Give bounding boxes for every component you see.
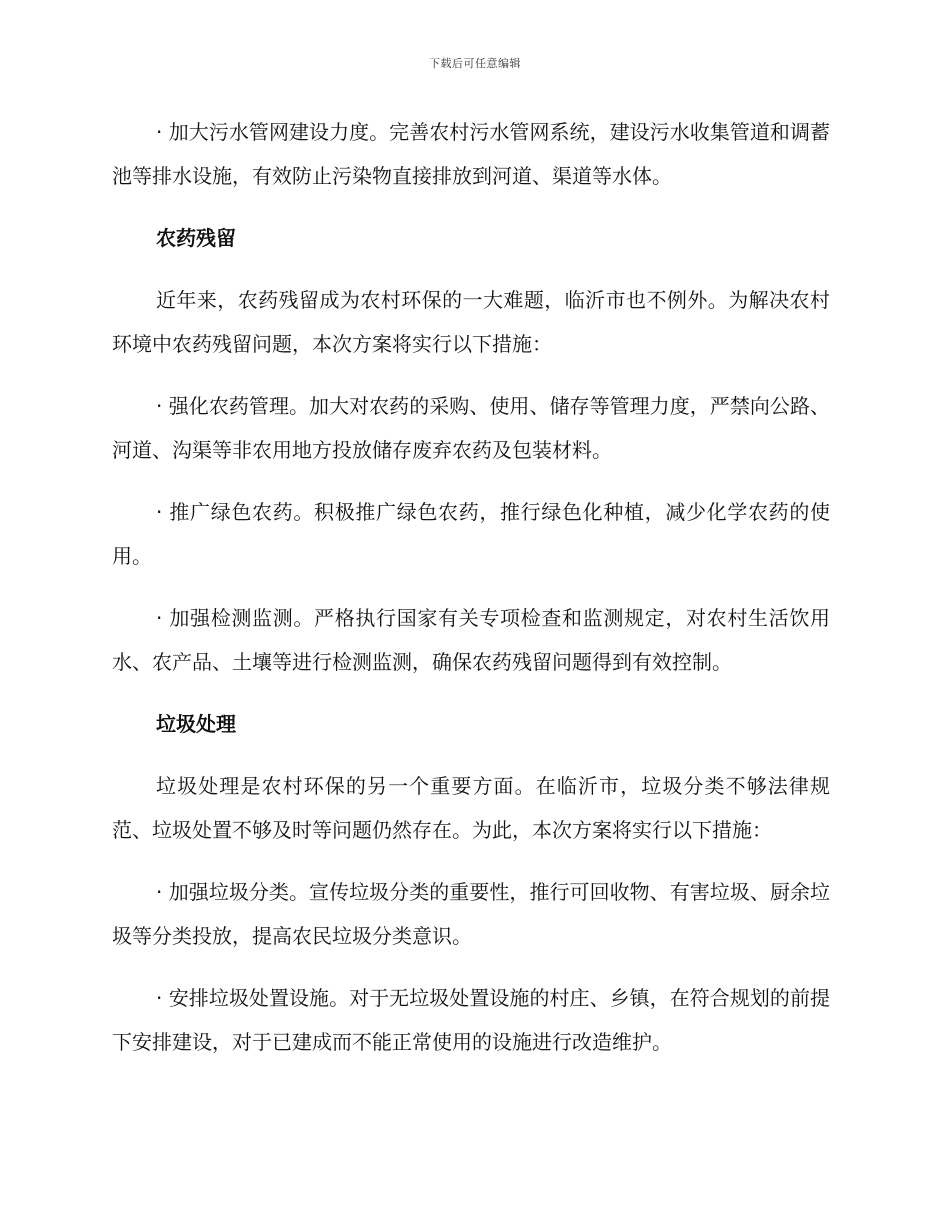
page-header-note: 下载后可任意编辑 <box>429 57 521 70</box>
paragraph-waste-intro: 垃圾处理是农村环保的另一个重要方面。在临沂市，垃圾分类不够法律规范、垃圾处置不够及时等问题仍然存在。为此，本次方案将实行以下措施： <box>112 774 830 842</box>
paragraph-waste-sorting: · 加强垃圾分类。宣传垃圾分类的重要性，推行可回收物、有害垃圾、厨余垃圾等分类投放，提高农民垃圾分类意识。 <box>112 880 830 948</box>
heading-pesticide-residue: 农药残留 <box>156 226 236 250</box>
paragraph-waste-facilities: · 安排垃圾处置设施。对于无垃圾处置设施的村庄、乡镇，在符合规划的前提下安排建设，对于已建成而不能正常使用的设施进行改造维护。 <box>112 986 830 1054</box>
paragraph-pesticide-management: · 强化农药管理。加大对农药的采购、使用、储存等管理力度，严禁向公路、河道、沟渠等非农用地方投放储存废弃农药及包装材料。 <box>112 394 830 462</box>
paragraph-green-pesticide: · 推广绿色农药。积极推广绿色农药，推行绿色化种植，减少化学农药的使用。 <box>112 500 830 568</box>
paragraph-pesticide-intro: 近年来，农药残留成为农村环保的一大难题，临沂市也不例外。为解决农村环境中农药残留问题，本次方案将实行以下措施： <box>112 288 830 356</box>
document-body <box>112 110 830 1082</box>
heading-waste-treatment: 垃圾处理 <box>156 712 236 736</box>
paragraph-sewage-network: · 加大污水管网建设力度。完善农村污水管网系统，建设污水收集管道和调蓄池等排水设施，有效防止污染物直接排放到河道、渠道等水体。 <box>112 120 830 188</box>
paragraph-monitoring: · 加强检测监测。严格执行国家有关专项检查和监测规定，对农村生活饮用水、农产品、土壤等进行检测监测，确保农药残留问题得到有效控制。 <box>112 606 830 674</box>
